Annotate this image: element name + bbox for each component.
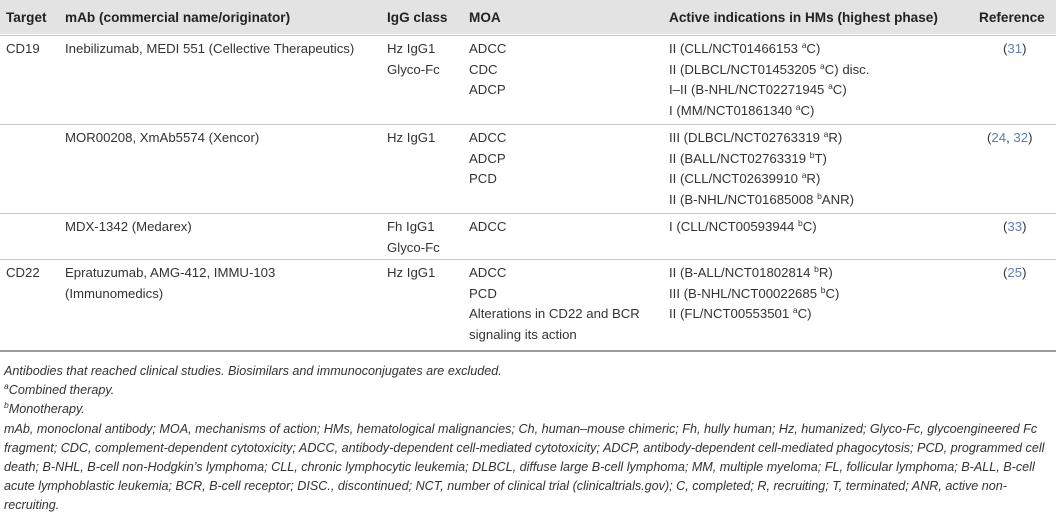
reference-link[interactable]: 25 <box>1007 265 1023 280</box>
igg-class-cell <box>387 128 435 149</box>
row-divider <box>0 124 1056 125</box>
mab-cell <box>65 128 259 149</box>
igg-line: Glyco-Fc <box>387 239 440 255</box>
indications-cell <box>669 39 869 121</box>
reference-cell: (24, 32) <box>987 130 1033 145</box>
mab-cell <box>65 217 192 238</box>
indication-line: II (FL/NCT00553501 $^a$C) <box>669 305 812 321</box>
igg-line: Hz IgG1 <box>387 265 436 280</box>
mab-cell <box>65 39 354 60</box>
header-target: Target <box>6 10 47 25</box>
reference-cell: (25) <box>1003 265 1027 280</box>
moa-line: signaling its action <box>469 326 577 342</box>
header-igg-class: IgG class <box>387 10 448 25</box>
mab-cell <box>65 263 275 304</box>
reference-link[interactable]: 31 <box>1007 41 1023 56</box>
row-divider <box>0 213 1056 214</box>
mab-line: Inebilizumab, MEDI 551 (Cellective Therapeutics) <box>65 41 355 56</box>
indication-line: II (DLBCL/NCT01453205 $^a$C) disc. <box>669 60 870 77</box>
header-mab: mAb (commercial name/originator) <box>65 10 291 25</box>
moa-line: Alterations in CD22 and BCR <box>469 306 640 321</box>
moa-cell <box>469 39 506 101</box>
igg-line: Glyco-Fc <box>387 61 440 77</box>
target-cell: CD22 <box>6 265 40 280</box>
footnote-scope: Antibodies that reached clinical studies. Biosimilars and immunoconjugates are excluded. <box>4 364 502 378</box>
mab-line: MOR00208, XmAb5574 (Xencor) <box>65 130 260 145</box>
row-divider <box>0 259 1056 260</box>
moa-cell <box>469 128 506 190</box>
moa-line: CDC <box>469 61 498 77</box>
igg-class-cell <box>387 39 440 80</box>
target-cell: CD19 <box>6 41 40 56</box>
footnote-a: $^a$Combined therapy. <box>4 381 115 398</box>
indication-line: III (B-NHL/NCT00022685 $^b$C) <box>669 284 840 301</box>
igg-line: Fh IgG1 <box>387 219 435 234</box>
footnote-b: $^b$Monotherapy. <box>4 400 85 417</box>
reference-cell: (33) <box>1003 219 1027 234</box>
moa-line: ADCP <box>469 82 506 97</box>
indication-line: II (B-ALL/NCT01802814 $^b$R) <box>669 264 833 280</box>
indications-cell <box>669 128 854 210</box>
reference-link[interactable]: 24 <box>991 130 1007 145</box>
moa-line: ADCP <box>469 150 506 166</box>
indication-line: II (CLL/NCT02639910 $^a$R) <box>669 170 821 186</box>
reference-link[interactable]: 33 <box>1007 219 1023 234</box>
indications-cell <box>669 263 839 325</box>
indication-line: I (CLL/NCT00593944 $^b$C) <box>669 218 817 234</box>
moa-cell <box>469 263 640 345</box>
mab-line: Epratuzumab, AMG-412, IMMU-103 <box>65 265 276 280</box>
indication-line: I (MM/NCT01861340 $^a$C) <box>669 101 815 118</box>
igg-class-cell <box>387 217 440 258</box>
table-footnotes <box>4 362 1052 516</box>
igg-class-cell <box>387 263 435 284</box>
row-divider <box>0 35 1056 36</box>
table-bottom-rule <box>0 350 1056 352</box>
indication-line: II (BALL/NCT02763319 $^b$T) <box>669 149 827 166</box>
igg-line: Hz IgG1 <box>387 130 436 145</box>
mab-line: MDX-1342 (Medarex) <box>65 219 192 234</box>
moa-line: ADCC <box>469 219 507 234</box>
moa-cell <box>469 217 506 238</box>
indication-line: II (CLL/NCT01466153 $^a$C) <box>669 40 821 56</box>
igg-line: Hz IgG1 <box>387 41 436 56</box>
reference-cell: (31) <box>1003 41 1027 56</box>
indication-line: I–II (B-NHL/NCT02271945 $^a$C) <box>669 81 847 97</box>
moa-line: ADCC <box>469 265 507 280</box>
moa-line: ADCC <box>469 41 507 56</box>
indication-line: III (DLBCL/NCT02763319 $^a$R) <box>669 129 843 145</box>
header-reference: Reference <box>979 10 1045 25</box>
header-indications: Active indications in HMs (highest phase) <box>669 10 938 25</box>
indication-line: II (B-NHL/NCT01685008 $^b$ANR) <box>669 190 855 207</box>
footnote-abbreviations: mAb, monoclonal antibody; MOA, mechanisms of action; HMs, hematological malignancies; Ch, human–mouse chimeric; Fh, hully human; Hz, humanized; Glyco-Fc, glycoengineered Fc fragment; CDC, complement-dependent cytotoxicity; ADCC, antibody-dependent cell-mediated cytotoxicity; ADCP, antibody-dependent cell-mediated phagocytosis; PCD, programmed cell death; B-NHL, B-cell non-Hodgkin’s lymphoma; CLL, chronic lymphocytic leukemia; DLBCL, diffuse large B-cell lymphoma; MM, multiple myeloma; FL, follicular lymphoma; B-ALL, B-cell acute lymphoblastic leukemia; BCR, B-cell receptor; DISC., discontinued; NCT, number of clinical trial (clinicaltrials.gov); C, completed; R, recruiting; T, terminated; ANR, active non-recruiting. <box>4 421 1045 513</box>
indications-cell <box>669 217 817 238</box>
mab-line: (Immunomedics) <box>65 285 164 301</box>
moa-line: PCD <box>469 171 497 186</box>
reference-link[interactable]: 32 <box>1013 130 1029 145</box>
moa-line: ADCC <box>469 130 507 145</box>
moa-line: PCD <box>469 285 497 301</box>
header-moa: MOA <box>469 10 501 25</box>
